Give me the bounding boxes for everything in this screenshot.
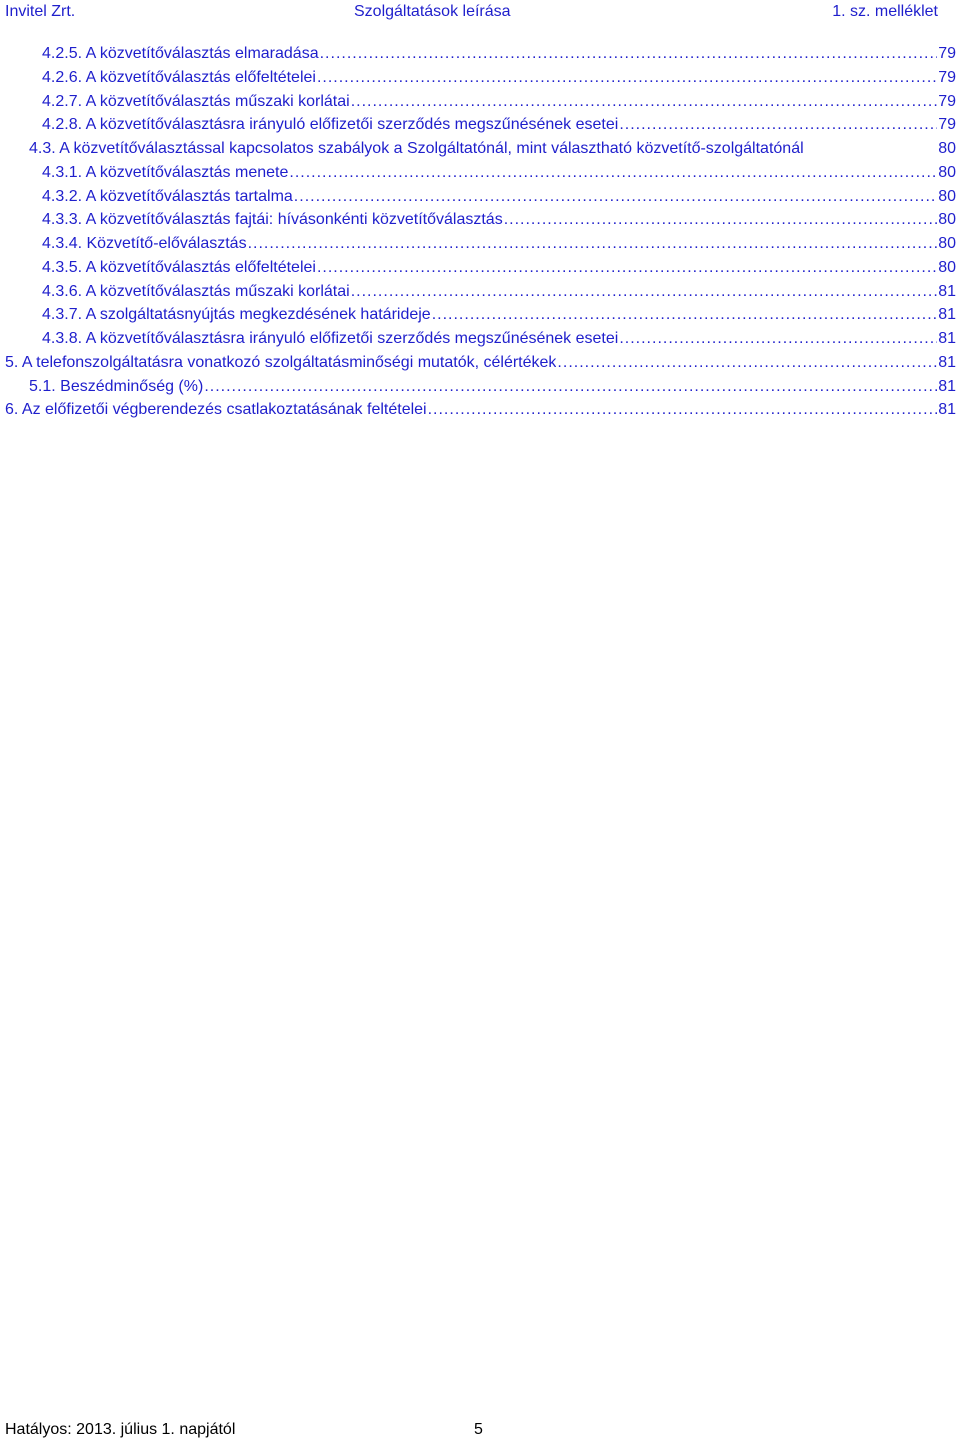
toc-entry-5-1[interactable] xyxy=(5,375,956,399)
annex-label: 1. sz. melléklet xyxy=(832,3,938,20)
toc-entry-4-3-2[interactable] xyxy=(5,185,956,209)
toc-entry-page[interactable]: 81 xyxy=(938,330,956,347)
document-title: Szolgáltatások leírása xyxy=(354,3,511,20)
toc-entry-page[interactable]: 79 xyxy=(938,45,956,62)
toc-entry-4-2-6[interactable] xyxy=(5,66,956,90)
dot-leader xyxy=(294,185,937,209)
toc-entry-title[interactable]: 4.2.5. A közvetítőválasztás elmaradása xyxy=(42,45,319,62)
toc-entry-page[interactable]: 80 xyxy=(938,163,956,181)
toc-entry-5[interactable] xyxy=(5,351,956,375)
toc-entry-4-3[interactable] xyxy=(5,137,956,161)
toc-entry-title[interactable]: 4.3.8. A közvetítőválasztásra irányuló előfizetői szerződés megszűnésének esetei xyxy=(42,330,619,347)
toc-entry-title[interactable]: 4.2.7. A közvetítőválasztás műszaki korlátai xyxy=(42,92,350,110)
dot-leader xyxy=(504,208,937,232)
toc-entry-6[interactable] xyxy=(5,398,956,422)
toc-entry-title[interactable]: 4.3.6. A közvetítőválasztás műszaki korlátai xyxy=(42,282,350,300)
dot-leader xyxy=(320,42,937,66)
toc-entry-4-2-7[interactable] xyxy=(5,90,956,114)
page-number: 5 xyxy=(474,1421,483,1438)
toc-entry-page[interactable]: 81 xyxy=(938,353,956,371)
toc-entry-4-2-5[interactable] xyxy=(5,42,956,66)
dot-leader xyxy=(619,327,937,351)
toc-entry-page[interactable]: 80 xyxy=(938,235,956,252)
toc-entry-title[interactable]: 4.2.8. A közvetítőválasztásra irányuló előfizetői szerződés megszűnésének esetei xyxy=(42,116,619,134)
table-of-contents xyxy=(5,42,956,422)
toc-entry-title[interactable]: 5.1. Beszédminőség (%) xyxy=(29,377,204,395)
dot-leader xyxy=(317,66,937,90)
toc-entry-4-2-8[interactable] xyxy=(5,113,956,137)
toc-entry-title[interactable]: 4.3.5. A közvetítőválasztás előfeltételei xyxy=(42,258,316,276)
toc-entry-4-3-4[interactable] xyxy=(5,232,956,256)
toc-entry-page[interactable]: 80 xyxy=(938,211,956,229)
toc-entry-page[interactable]: 81 xyxy=(938,377,956,395)
toc-entry-page[interactable]: 81 xyxy=(938,401,956,419)
toc-entry-page[interactable]: 81 xyxy=(938,306,956,324)
toc-entry-title[interactable]: 4.3.2. A közvetítőválasztás tartalma xyxy=(42,187,293,205)
dot-leader xyxy=(248,232,937,256)
dot-leader xyxy=(428,398,937,422)
toc-entry-page[interactable]: 79 xyxy=(938,68,956,86)
dot-leader xyxy=(351,280,937,304)
company-name: Invitel Zrt. xyxy=(5,3,76,20)
toc-entry-title[interactable]: 4.3.3. A közvetítőválasztás fajtái: hívásonkénti közvetítőválasztás xyxy=(42,211,503,229)
toc-entry-title[interactable]: 5. A telefonszolgáltatásra vonatkozó szolgáltatásminőségi mutatók, célértékek xyxy=(5,353,557,371)
toc-entry-page[interactable]: 79 xyxy=(938,92,956,110)
dot-leader xyxy=(619,113,937,137)
dot-leader xyxy=(557,351,937,375)
dot-leader xyxy=(204,375,937,399)
toc-entry-4-3-8[interactable] xyxy=(5,327,956,351)
page-footer xyxy=(0,1418,960,1442)
toc-entry-page[interactable]: 80 xyxy=(938,258,956,276)
toc-entry-page[interactable]: 79 xyxy=(938,116,956,134)
toc-entry-title[interactable]: 4.3. A közvetítőválasztással kapcsolatos szabályok a Szolgáltatónál, mint választható közvetítő-szolgáltatónál xyxy=(29,140,804,157)
toc-entry-page[interactable]: 80 xyxy=(938,140,956,157)
dot-leader xyxy=(432,303,937,327)
toc-entry-title[interactable]: 6. Az előfizetői végberendezés csatlakoztatásának feltételei xyxy=(5,401,427,419)
toc-entry-4-3-5[interactable] xyxy=(5,256,956,280)
dot-leader xyxy=(317,256,937,280)
toc-entry-page[interactable]: 81 xyxy=(938,282,956,300)
toc-entry-page[interactable]: 80 xyxy=(938,187,956,205)
dot-leader xyxy=(351,90,937,114)
effective-date: Hatályos: 2013. július 1. napjától xyxy=(5,1421,236,1438)
dot-leader xyxy=(289,161,937,185)
page-header xyxy=(0,0,960,24)
toc-entry-4-3-7[interactable] xyxy=(5,303,956,327)
toc-entry-title[interactable]: 4.2.6. A közvetítőválasztás előfeltételei xyxy=(42,68,316,86)
toc-entry-4-3-1[interactable] xyxy=(5,161,956,185)
toc-entry-title[interactable]: 4.3.4. Közvetítő-előválasztás xyxy=(42,235,247,252)
toc-entry-4-3-3[interactable] xyxy=(5,208,956,232)
toc-entry-title[interactable]: 4.3.7. A szolgáltatásnyújtás megkezdésének határideje xyxy=(42,306,431,324)
toc-entry-4-3-6[interactable] xyxy=(5,280,956,304)
toc-entry-title[interactable]: 4.3.1. A közvetítőválasztás menete xyxy=(42,163,289,181)
